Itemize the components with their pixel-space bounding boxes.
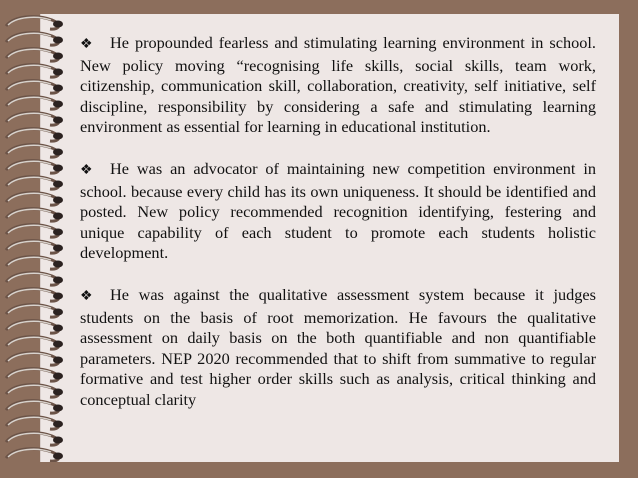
bullet-text-1: He propounded fearless and stimulating learning environment in school. New policy moving “recognising life skills, social skills, team work, citizenship, communication skill, collaboration, creativity, self initiative, self discipline, responsibility by considering a safe and stimulating learning environment as essential for learning in educational institution. — [80, 33, 596, 137]
bullet-text-3: He was against the qualitative assessment system because it judges students on the basis of root memorization. He favours the qualitative assessment on daily basis on the both quantifiable and non quantifiable parameters. NEP 2020 recommended that to shift from summative to regular formative and test higher order skills such as analysis, critical thinking and conceptual clarity — [80, 284, 596, 409]
spiral-ring — [6, 145, 59, 157]
spiral-ring — [6, 289, 59, 301]
spiral-ring — [6, 257, 59, 269]
binding-hole — [53, 389, 63, 396]
binding-hole — [53, 325, 63, 332]
binding-hole — [53, 261, 63, 268]
diamond-bullet-icon: ❖ — [80, 288, 93, 304]
spiral-ring — [6, 369, 59, 381]
bullet-paragraph-3 — [80, 285, 596, 411]
binding-hole — [53, 197, 63, 204]
spiral-ring — [6, 193, 59, 205]
spiral-ring — [6, 177, 59, 189]
spiral-binding — [0, 14, 80, 462]
binding-hole — [53, 437, 63, 444]
slide-content — [80, 33, 596, 432]
binding-hole — [53, 293, 63, 300]
spiral-ring — [6, 241, 59, 253]
binding-hole — [53, 245, 63, 252]
spiral-ring — [6, 113, 59, 125]
binding-hole — [53, 21, 63, 28]
spiral-ring — [6, 401, 59, 413]
binding-hole — [53, 133, 63, 140]
spiral-ring — [6, 129, 59, 141]
spiral-ring — [6, 161, 59, 173]
bullet-paragraph-1 — [80, 33, 596, 138]
spiral-ring — [6, 337, 59, 349]
binding-hole — [53, 101, 63, 108]
spiral-ring — [6, 49, 59, 61]
diamond-bullet-icon: ❖ — [80, 162, 93, 178]
binding-hole — [53, 357, 63, 364]
binding-hole — [53, 229, 63, 236]
binding-hole — [53, 277, 63, 284]
binding-hole — [53, 53, 63, 60]
binding-hole — [53, 117, 63, 124]
spiral-ring — [6, 417, 59, 429]
binding-hole — [53, 373, 63, 380]
spiral-ring — [6, 353, 59, 365]
binding-hole — [53, 453, 63, 460]
binding-hole — [53, 181, 63, 188]
binding-hole — [53, 37, 63, 44]
spiral-ring — [6, 33, 59, 45]
spiral-ring — [6, 81, 59, 93]
binding-hole — [53, 85, 63, 92]
spiral-ring — [6, 225, 59, 237]
spiral-ring — [6, 321, 59, 333]
spiral-ring — [6, 17, 59, 29]
binding-hole — [53, 149, 63, 156]
binding-hole — [53, 165, 63, 172]
spiral-ring — [6, 65, 59, 77]
diamond-bullet-icon: ❖ — [80, 37, 93, 52]
binding-hole — [53, 421, 63, 428]
spiral-ring — [6, 305, 59, 317]
spiral-ring — [6, 209, 59, 221]
bullet-paragraph-2 — [80, 159, 596, 264]
binding-hole — [53, 405, 63, 412]
binding-hole — [53, 213, 63, 220]
binding-hole — [53, 341, 63, 348]
binding-hole — [53, 69, 63, 76]
bullet-text-2: He was an advocator of maintaining new competition environment in school. because every child has its own uniqueness. It should be identified and posted. New policy recommended recognition identifying, festering and unique capability of each student to promote each students holistic development. — [80, 158, 596, 263]
binding-hole — [53, 309, 63, 316]
spiral-ring — [6, 433, 59, 445]
spiral-ring — [6, 97, 59, 109]
spiral-ring — [6, 385, 59, 397]
spiral-ring — [6, 273, 59, 285]
spiral-ring — [6, 449, 59, 461]
